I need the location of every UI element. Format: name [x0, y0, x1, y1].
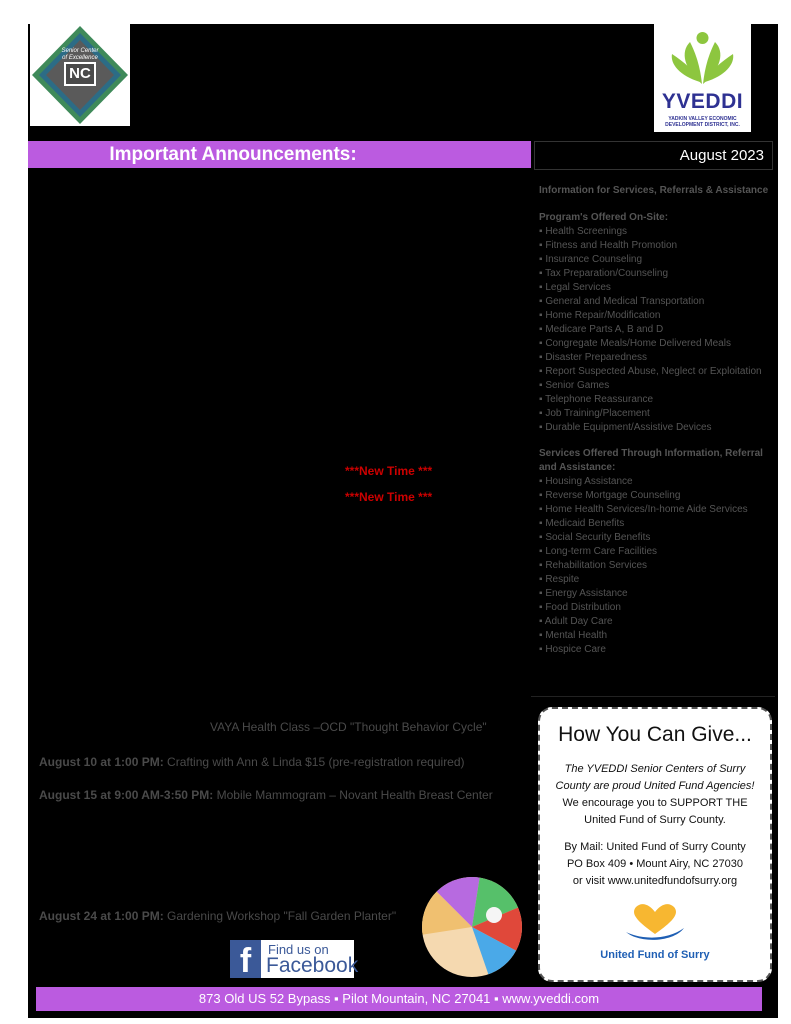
list-item: ▪ Rehabilitation Services [539, 559, 775, 573]
event-gardening [39, 909, 396, 923]
list-item: ▪ Long-term Care Facilities [539, 545, 775, 559]
announcements-banner [28, 141, 531, 168]
list-item: ▪ Housing Assistance [539, 475, 775, 489]
united-fund-name: United Fund of Surry [600, 949, 710, 961]
give-line-4: United Fund of Surry County. [584, 814, 726, 826]
mail-line-2: PO Box 409 • Mount Airy, NC 27030 [566, 858, 744, 870]
list-item: ▪ Energy Assistance [539, 587, 775, 601]
give-line-2: County are proud United Fund Agencies! [555, 780, 755, 792]
united-fund-heart-icon [620, 900, 690, 944]
yveddi-leaf-icon [654, 24, 751, 88]
list-item: ▪ Report Suspected Abuse, Neglect or Exploitation [539, 365, 775, 379]
list-item: ▪ Durable Equipment/Assistive Devices [539, 421, 775, 435]
list-item: ▪ Health Screenings [539, 225, 775, 239]
list-item: ▪ Social Security Benefits [539, 531, 775, 545]
list-item: ▪ Home Repair/Modification [539, 309, 775, 323]
yveddi-name: YVEDDI [661, 90, 744, 113]
footer-address-bar: 873 Old US 52 Bypass ▪ Pilot Mountain, NC 27041 ▪ www.yveddi.com [36, 987, 762, 1011]
event-date: August 15 at 9:00 AM-3:50 PM: [39, 788, 214, 802]
event-description: Gardening Workshop "Fall Garden Planter" [163, 909, 397, 923]
list-item: ▪ Senior Games [539, 379, 775, 393]
new-time-notice-1: ***New Time *** [345, 464, 433, 478]
list-item: ▪ Hospice Care [539, 643, 775, 657]
list-item: ▪ Home Health Services/In-home Aide Services [539, 503, 775, 517]
list-item: ▪ Insurance Counseling [539, 253, 775, 267]
mail-line-1: By Mail: United Fund of Surry County [564, 841, 746, 853]
yveddi-logo [654, 24, 751, 132]
event-crafting [39, 755, 465, 769]
list-item: ▪ Congregate Meals/Home Delivered Meals [539, 337, 775, 351]
month-banner [534, 141, 773, 170]
give-line-1: The YVEDDI Senior Centers of Surry [564, 763, 746, 775]
sidebar-divider [531, 696, 775, 697]
vaya-health-class: VAYA Health Class –OCD "Thought Behavior Cycle" [210, 720, 487, 734]
list-item: ▪ Reverse Mortgage Counseling [539, 489, 775, 503]
how-you-can-give-box [538, 707, 772, 982]
announcements-title: Important Announcements: [109, 144, 357, 165]
event-date: August 10 at 1:00 PM: [39, 755, 164, 769]
list-item: ▪ Adult Day Care [539, 615, 775, 629]
list-item: ▪ Medicaid Benefits [539, 517, 775, 531]
list-item: ▪ Disaster Preparedness [539, 351, 775, 365]
referral-services-list [539, 475, 775, 657]
beach-ball-icon [420, 875, 524, 979]
nc-logo-line1: Senior Center [61, 48, 99, 54]
list-item: ▪ Fitness and Health Promotion [539, 239, 775, 253]
list-item: ▪ Legal Services [539, 281, 775, 295]
list-item: ▪ Mental Health [539, 629, 775, 643]
facebook-find-us: Find us on [268, 942, 329, 957]
event-mammogram [39, 788, 493, 802]
event-date: August 24 at 1:00 PM: [39, 909, 164, 923]
facebook-badge[interactable] [230, 940, 359, 980]
flyer-page [28, 24, 778, 1018]
onsite-programs-title: Program's Offered On-Site: [539, 212, 669, 223]
month-label: August 2023 [679, 147, 764, 164]
services-heading: Information for Services, Referrals & Assistance [539, 185, 769, 196]
list-item: ▪ Tax Preparation/Counseling [539, 267, 775, 281]
onsite-programs-list [539, 225, 775, 435]
referral-services-title: Services Offered Through Information, Referral and Assistance: [539, 448, 763, 473]
list-item: ▪ General and Medical Transportation [539, 295, 775, 309]
event-description: Crafting with Ann & Linda $15 (pre-registration required) [163, 755, 465, 769]
mail-line-3: or visit www.unitedfundofsurry.org [572, 875, 738, 887]
list-item: ▪ Respite [539, 573, 775, 587]
services-sidebar [539, 184, 775, 669]
give-message [540, 761, 770, 829]
give-title: How You Can Give... [558, 723, 752, 746]
nc-logo-mark: NC [69, 65, 91, 82]
list-item: ▪ Telephone Reassurance [539, 393, 775, 407]
facebook-icon: f [230, 940, 261, 978]
nc-senior-center-logo [30, 24, 130, 126]
list-item: ▪ Medicare Parts A, B and D [539, 323, 775, 337]
list-item: ▪ Food Distribution [539, 601, 775, 615]
give-mail-info [540, 839, 770, 890]
facebook-label: Facebook [266, 954, 359, 977]
new-time-notice-2: ***New Time *** [345, 490, 433, 504]
united-fund-logo [540, 900, 770, 961]
yveddi-subtitle: YADKIN VALLEY ECONOMIC DEVELOPMENT DISTRICT, INC. [665, 116, 740, 128]
list-item: ▪ Job Training/Placement [539, 407, 775, 421]
give-line-3: We encourage you to SUPPORT THE [562, 797, 748, 809]
event-description: Mobile Mammogram – Novant Health Breast Center [213, 788, 493, 802]
nc-logo-line2: of Excellence [62, 55, 98, 61]
